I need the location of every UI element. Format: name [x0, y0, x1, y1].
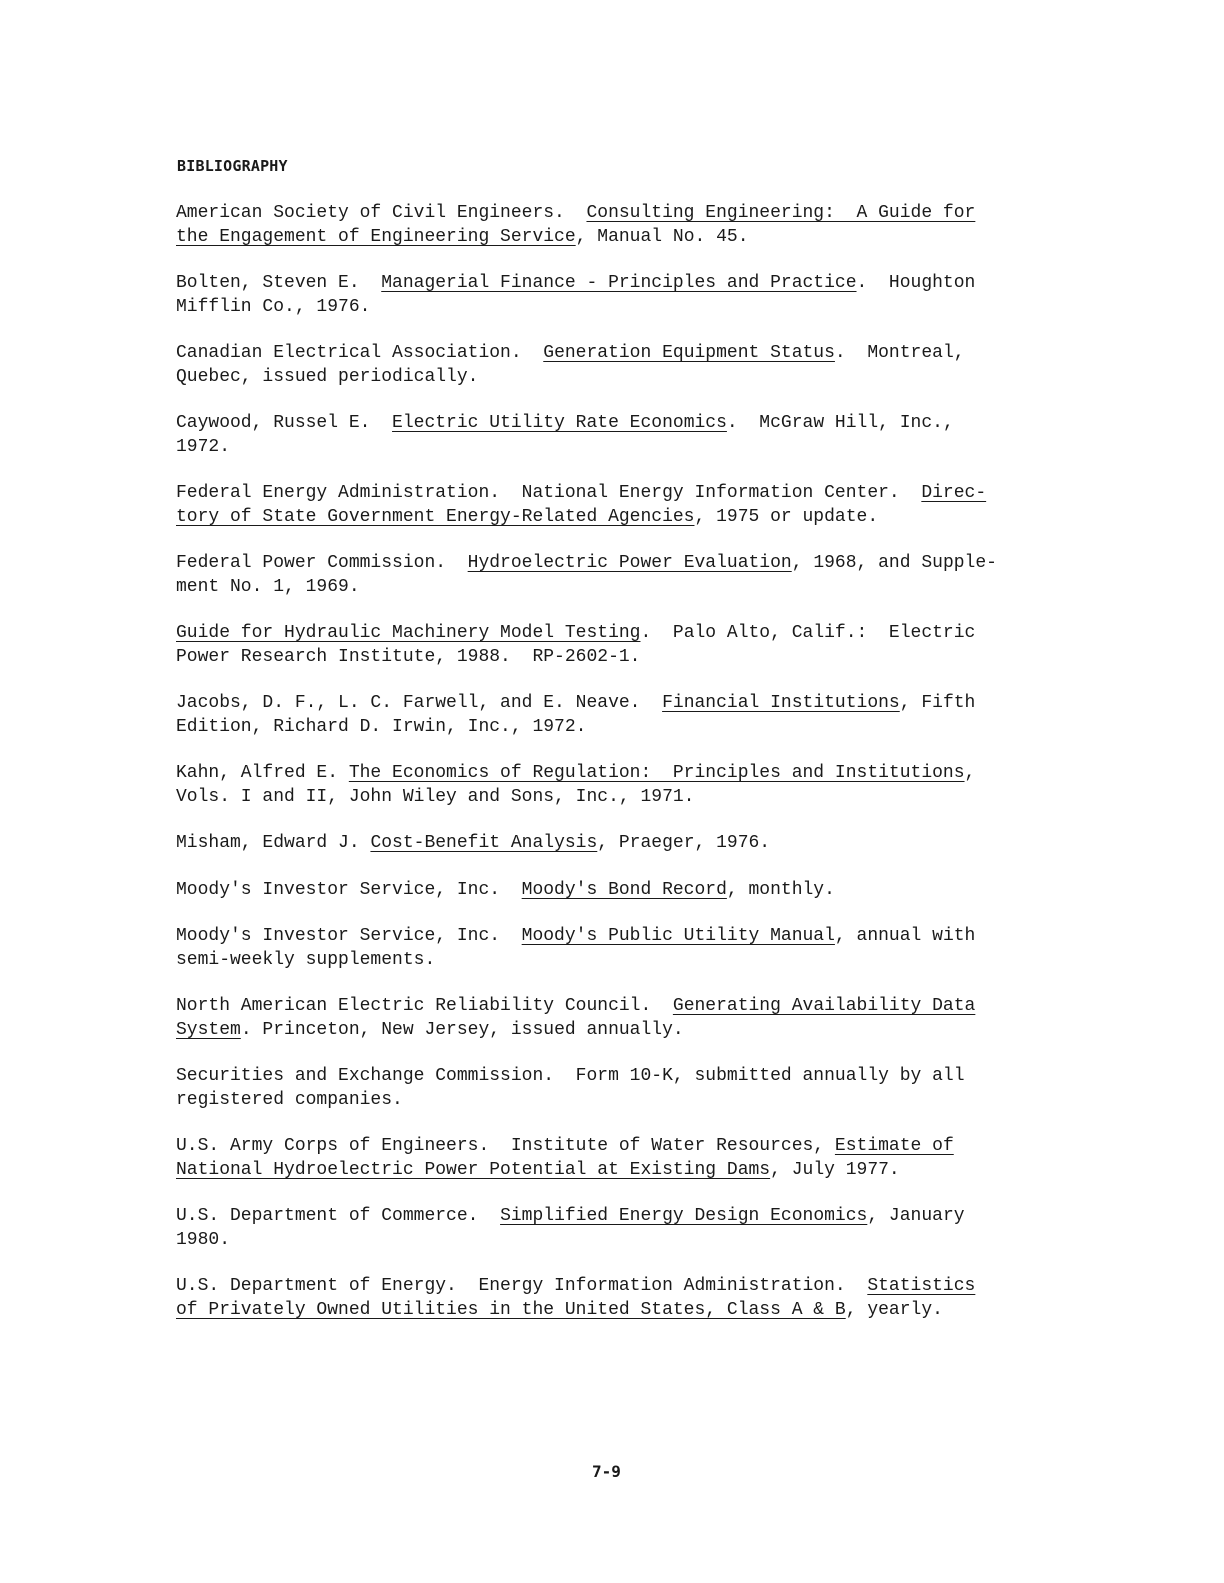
entry-line — [176, 552, 1076, 576]
citation-text: , Manual No. 45. — [575, 226, 749, 247]
title-text: Generation Equipment Status — [543, 343, 835, 363]
entry-line — [176, 692, 1076, 716]
citation-text: , annual with — [834, 926, 976, 946]
citation-text: ment No. 1, 1969. — [176, 576, 360, 597]
citation-text: . Princeton, New Jersey, issued annually. — [240, 1019, 684, 1040]
citation-text: Edition, Richard D. Irwin, Inc., 1972. — [176, 716, 587, 737]
title-text: Guide for Hydraulic Machinery Model Testing — [176, 623, 641, 643]
title-text: Estimate of — [834, 1136, 954, 1156]
bibliography-entry — [176, 1275, 1076, 1322]
bibliography-entry — [176, 272, 1076, 319]
title-text: Cost-Benefit Analysis — [370, 833, 598, 853]
citation-text: , January — [867, 1206, 965, 1226]
bibliography-entry — [176, 879, 1076, 903]
title-text: Simplified Energy Design Economics — [500, 1206, 868, 1226]
title-text: Electric Utility Rate Economics — [392, 413, 727, 433]
entry-line — [176, 716, 1076, 740]
title-text: Statistics — [867, 1276, 976, 1296]
bibliography-entry — [176, 1135, 1076, 1182]
citation-text: . McGraw Hill, Inc., — [726, 413, 954, 433]
citation-text: Power Research Institute, 1988. RP-2602-1. — [176, 646, 641, 667]
citation-text: U.S. Army Corps of Engineers. Institute of Water Resources, — [176, 1136, 835, 1156]
title-text: Financial Institutions — [662, 693, 900, 713]
entry-line — [176, 1065, 1076, 1089]
citation-text: Kahn, Alfred E. — [176, 763, 349, 783]
citation-text: 1972. — [176, 436, 231, 457]
entry-line — [176, 1159, 1076, 1183]
entry-line — [176, 949, 1076, 973]
citation-text: U.S. Department of Commerce. — [176, 1206, 501, 1226]
title-text: Direc- — [921, 483, 987, 503]
bibliography-entry — [176, 692, 1076, 739]
entry-line — [176, 506, 1076, 530]
entry-line — [176, 646, 1076, 670]
bibliography-entry — [176, 925, 1076, 972]
citation-text: Moody's Investor Service, Inc. — [176, 926, 522, 946]
citation-text: registered companies. — [176, 1089, 403, 1110]
citation-text: Misham, Edward J. — [176, 833, 371, 853]
title-text: tory of State Government Energy-Related Agencies — [176, 506, 695, 527]
citation-text: Mifflin Co., 1976. — [176, 296, 371, 317]
entry-line — [176, 272, 1076, 296]
entry-line — [176, 1019, 1076, 1043]
title-text: Moody's Bond Record — [521, 879, 727, 900]
citation-text: , 1975 or update. — [694, 506, 879, 527]
entry-line — [176, 1275, 1076, 1299]
entry-line — [176, 786, 1076, 810]
title-text: System — [176, 1019, 241, 1040]
title-text: Hydroelectric Power Evaluation — [467, 553, 792, 573]
entry-line — [176, 342, 1076, 366]
citation-text: North American Electric Reliability Council. — [176, 996, 673, 1016]
entry-line — [176, 226, 1076, 250]
entry-line — [176, 436, 1076, 460]
bibliography-entry — [176, 412, 1076, 459]
entry-line — [176, 296, 1076, 320]
bibliography-entry — [176, 202, 1076, 249]
entry-line — [176, 1089, 1076, 1113]
entry-line — [176, 995, 1076, 1019]
citation-text: Quebec, issued periodically. — [176, 366, 479, 387]
title-text: Consulting Engineering: A Guide for — [586, 203, 976, 223]
entry-line — [176, 576, 1076, 600]
citation-text: , monthly. — [726, 879, 835, 900]
citation-text: , July 1977. — [770, 1159, 900, 1180]
citation-text: , Praeger, 1976. — [597, 833, 771, 853]
entry-line — [176, 412, 1076, 436]
citation-text: Federal Power Commission. — [176, 553, 468, 573]
bibliography-entry — [176, 995, 1076, 1042]
citation-text: , Fifth — [899, 693, 976, 713]
entry-line — [176, 202, 1076, 226]
title-text: the Engagement of Engineering Service — [176, 226, 576, 247]
entry-line — [176, 1299, 1076, 1323]
bibliography-entry — [176, 1065, 1076, 1112]
entry-line — [176, 832, 1076, 856]
title-text: Moody's Public Utility Manual — [521, 926, 835, 946]
citation-text: Moody's Investor Service, Inc. — [176, 879, 522, 900]
citation-text: . Houghton — [856, 273, 976, 293]
citation-text: Jacobs, D. F., L. C. Farwell, and E. Neave. — [176, 693, 663, 713]
citation-text: Canadian Electrical Association. — [176, 343, 544, 363]
citation-text: . Palo Alto, Calif.: Electric — [640, 623, 976, 643]
entry-line — [176, 1205, 1076, 1229]
title-text: Managerial Finance - Principles and Practice — [381, 273, 857, 293]
title-text: The Economics of Regulation: Principles and Institutions — [348, 763, 965, 783]
citation-text: Vols. I and II, John Wiley and Sons, Inc., 1971. — [176, 786, 695, 807]
bibliography-entry — [176, 622, 1076, 669]
bibliography-entry — [176, 832, 1076, 856]
citation-text: . Montreal, — [834, 343, 965, 363]
entry-line — [176, 482, 1076, 506]
citation-text: 1980. — [176, 1229, 231, 1250]
entry-line — [176, 762, 1076, 786]
page-number: 7-9 — [592, 1462, 621, 1481]
citation-text: Federal Energy Administration. National Energy Information Center. — [176, 483, 922, 503]
entry-line — [176, 879, 1076, 903]
bibliography-list — [176, 202, 1076, 1345]
bibliography-entry — [176, 552, 1076, 599]
bibliography-entry — [176, 762, 1076, 809]
citation-text: , — [964, 763, 976, 783]
title-text: National Hydroelectric Power Potential at Existing Dams — [176, 1159, 771, 1180]
citation-text: , yearly. — [845, 1299, 943, 1320]
citation-text: Caywood, Russel E. — [176, 413, 393, 433]
entry-line — [176, 1229, 1076, 1253]
title-text: of Privately Owned Utilities in the United States, Class A & B — [176, 1299, 846, 1320]
citation-text: semi-weekly supplements. — [176, 949, 436, 970]
citation-text: American Society of Civil Engineers. — [176, 203, 587, 223]
bibliography-entry — [176, 482, 1076, 529]
entry-line — [176, 1135, 1076, 1159]
citation-text: Bolten, Steven E. — [176, 273, 382, 293]
bibliography-entry — [176, 1205, 1076, 1252]
bibliography-entry — [176, 342, 1076, 389]
entry-line — [176, 366, 1076, 390]
citation-text: Securities and Exchange Commission. Form 10-K, submitted annually by all — [176, 1066, 965, 1086]
citation-text: U.S. Department of Energy. Energy Information Administration. — [176, 1276, 868, 1296]
entry-line — [176, 925, 1076, 949]
entry-line — [176, 622, 1076, 646]
title-text: Generating Availability Data — [672, 996, 976, 1016]
page-title: BIBLIOGRAPHY — [177, 157, 288, 175]
citation-text: , 1968, and Supple- — [791, 553, 997, 573]
